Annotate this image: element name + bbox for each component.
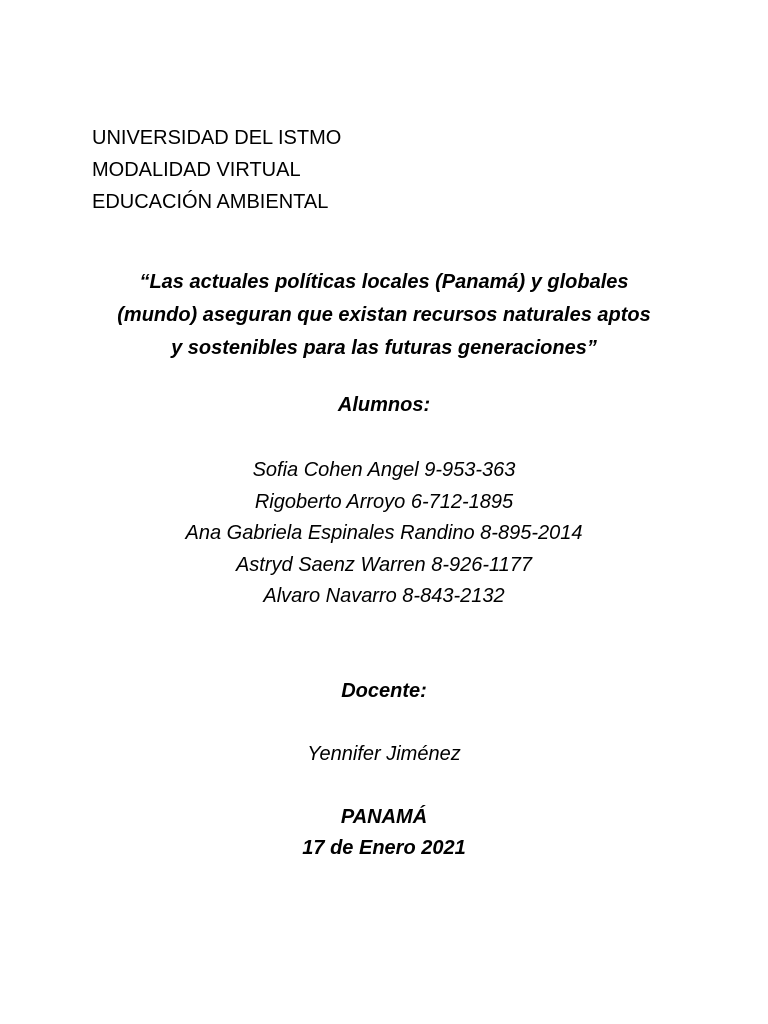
students-list (0, 455, 768, 613)
students-heading: Alumnos: (337, 394, 431, 416)
title-line-1: “Las actuales políticas locales (Panamá) y globales (139, 271, 629, 293)
document-title (40, 266, 728, 365)
student-item: Rigoberto Arroyo 6-712-1895 (254, 490, 514, 513)
university-name: UNIVERSIDAD DEL ISTMO (92, 127, 342, 149)
student-item: Ana Gabriela Espinales Randino 8-895-2014 (185, 522, 583, 544)
institution-header (92, 122, 341, 218)
student-item: Astryd Saenz Warren 8-926-1177 (235, 553, 533, 576)
course-name: EDUCACIÓN AMBIENTAL (92, 191, 329, 213)
teacher-name: Yennifer Jiménez (307, 743, 461, 765)
student-item: Sofia Cohen Angel 9-953-363 (252, 459, 516, 481)
date-label: 17 de Enero 2021 (302, 837, 466, 859)
title-line-3: y sostenibles para las futuras generaciones” (171, 337, 597, 359)
place-label: PANAMÁ (340, 806, 428, 828)
title-line-2: (mundo) aseguran que existan recursos naturales aptos (117, 304, 651, 326)
teacher-heading: Docente: (341, 680, 427, 702)
student-item: Alvaro Navarro 8-843-2132 (263, 585, 505, 607)
modality-label: MODALIDAD VIRTUAL (92, 159, 301, 181)
